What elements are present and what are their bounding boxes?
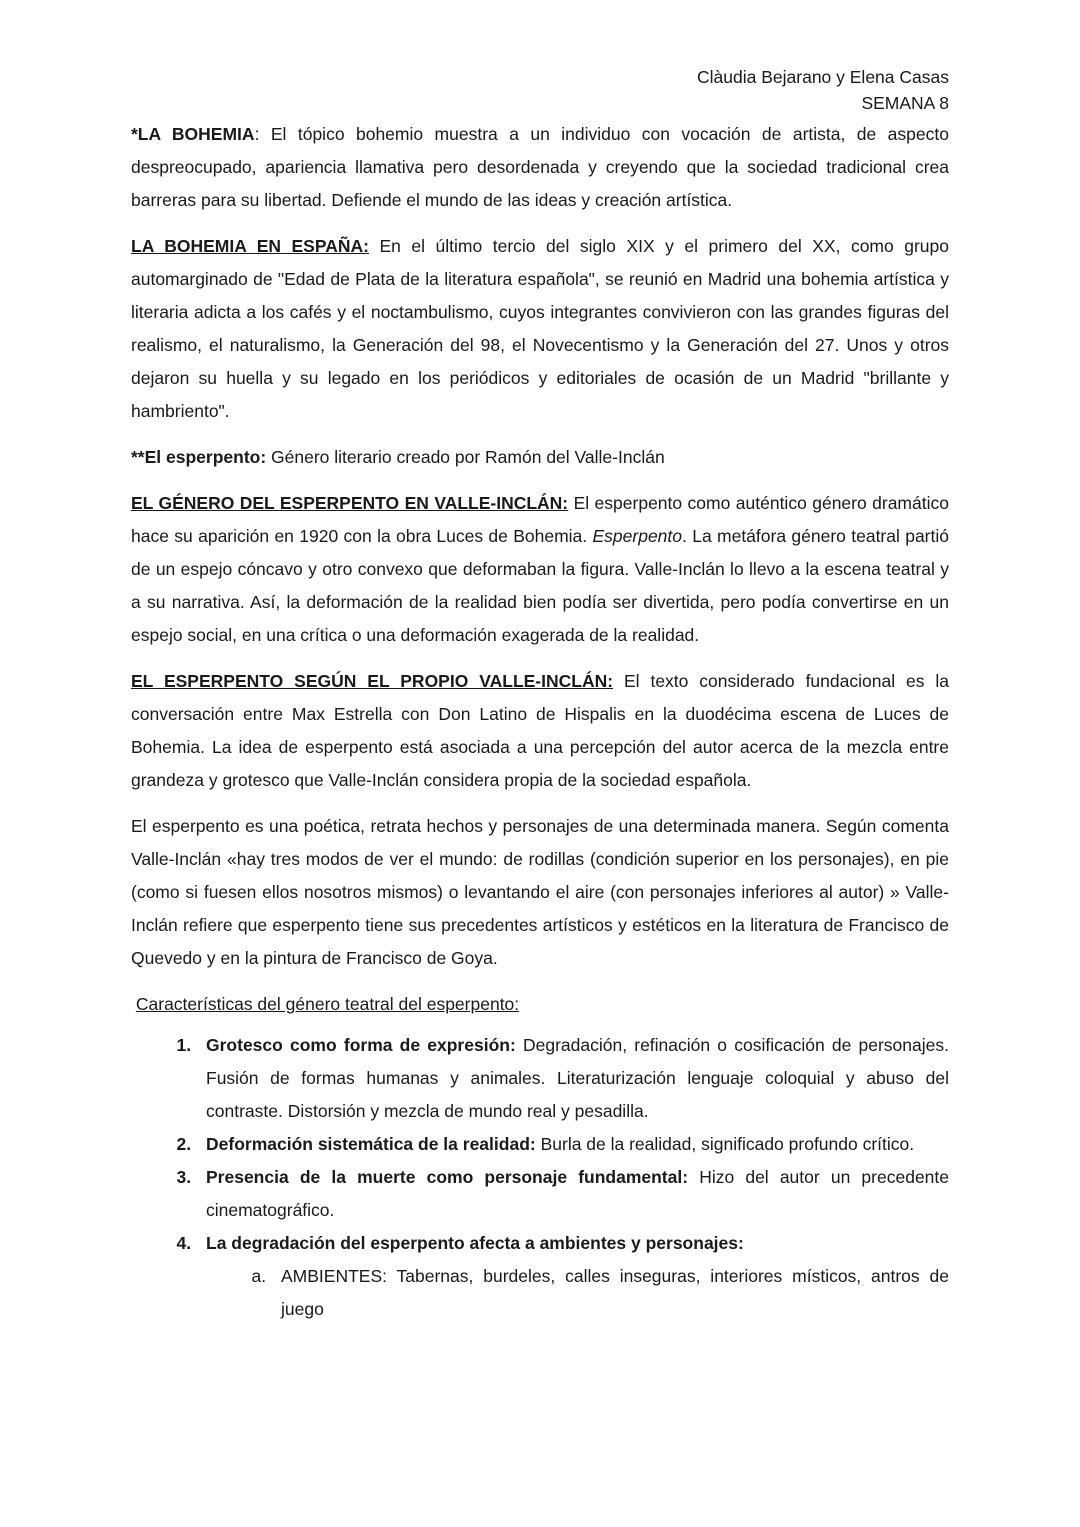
text-genero-a: El esperpento como auténtico género dramático hace su aparición en 1920 con la obra Luces de Bohemia. <box>131 493 949 546</box>
list-item <box>196 1227 949 1326</box>
sublist-item-text: AMBIENTES: Tabernas, burdeles, calles inseguras, interiores místicos, antros de juego <box>281 1266 949 1319</box>
text-esperpento-definition: Género literario creado por Ramón del Valle-Inclán <box>266 447 665 467</box>
text-bohemia-spain: En el último tercio del siglo XIX y el primero del XX, como grupo automarginado de "Edad de Plata de la literatura española", se reunió en Madrid una bohemia artística y literaria adicta a los cafés y el noctambulismo, cuyos integrantes convivieron con las grandes figuras del realismo, el naturalismo, la Generación del 98, el Novecentismo y la Generación del 27. Unos y otros dejaron su huella y su legado en los periódicos y editoriales de ocasión de un Madrid "brillante y hambriento". <box>131 236 950 421</box>
list-item-title: Presencia de la muerte como personaje fundamental: <box>206 1167 689 1187</box>
paragraph-esperpento-definition <box>131 441 949 474</box>
heading-esperpento-definition: **El esperpento: <box>131 447 267 467</box>
text-bohemia: : El tópico bohemio muestra a un individuo con vocación de artista, de aspecto despreocupado, apariencia llamativa pero desordenada y creyendo que la sociedad tradicional crea barreras para su libertad. Defiende el mundo de las ideas y creación artística. <box>131 124 949 210</box>
text-segun: El texto considerado fundacional es la conversación entre Max Estrella con Don Latino de Hispalis en la duodécima escena de Luces de Bohemia. La idea de esperpento está asociada a una percepción del autor acerca de la mezcla entre grandeza y grotesco que Valle-Inclán considera propia de la sociedad española. <box>131 671 950 790</box>
list-item-text: Hizo del autor un precedente cinematográfico. <box>206 1167 949 1220</box>
sublist-ambientes <box>206 1260 949 1326</box>
paragraph-segun <box>131 665 949 797</box>
paragraph-caracteristicas-heading <box>131 988 949 1021</box>
text-genero-b: . La metáfora género teatral partió de un espejo cóncavo y otro convexo que deformaban la figura. Valle-Inclán lo llevo a la escena teatral y a su narrativa. Así, la deformación de la realidad bien podía ser divertida, pero podía convertirse en un espejo social, en una crítica o una deformación exagerada de la realidad. <box>131 526 949 645</box>
list-item-text: Burla de la realidad, significado profundo crítico. <box>535 1134 915 1154</box>
paragraph-bohemia-spain <box>131 230 949 428</box>
paragraph-poetica <box>131 810 949 975</box>
list-item-title: La degradación del esperpento afecta a ambientes y personajes: <box>206 1233 744 1253</box>
heading-segun: EL ESPERPENTO SEGÚN EL PROPIO VALLE-INCLÁN: <box>131 671 614 691</box>
list-item <box>196 1161 949 1227</box>
list-item <box>196 1029 949 1128</box>
header-authors: Clàudia Bejarano y Elena Casas <box>697 67 949 87</box>
text-poetica: El esperpento es una poética, retrata hechos y personajes de una determinada manera. Según comenta Valle-Inclán «hay tres modos de ver el mundo: de rodillas (condición superior en los personajes), en pie (como si fuesen ellos nosotros mismos) o levantando el aire (con personajes inferiores al autor) » Valle-Inclán refiere que esperpento tiene sus precedentes artísticos y estéticos en la literatura de Francisco de Quevedo y en la pintura de Francisco de Goya. <box>131 816 949 968</box>
page-header <box>131 64 949 116</box>
list-caracteristicas <box>131 1029 949 1326</box>
list-item <box>196 1128 949 1161</box>
sublist-item <box>271 1260 949 1326</box>
header-week: SEMANA 8 <box>861 93 949 113</box>
list-item-title: Deformación sistemática de la realidad: <box>206 1134 536 1154</box>
heading-genero: EL GÉNERO DEL ESPERPENTO EN VALLE-INCLÁN: <box>131 493 569 513</box>
heading-caracteristicas: Características del género teatral del esperpento: <box>135 994 520 1014</box>
paragraph-genero <box>131 487 949 652</box>
heading-bohemia-spain: LA BOHEMIA EN ESPAÑA: <box>131 236 369 256</box>
text-genero-italic: Esperpento <box>592 526 683 546</box>
heading-bohemia: *LA BOHEMIA <box>131 124 255 144</box>
list-item-text: Degradación, refinación o cosificación de personajes. Fusión de formas humanas y animales. Literaturización lenguaje coloquial y abuso del contraste. Distorsión y mezcla de mundo real y pesadilla. <box>206 1035 949 1121</box>
document-page <box>131 64 949 1326</box>
paragraph-bohemia <box>131 118 949 217</box>
list-item-title: Grotesco como forma de expresión: <box>206 1035 516 1055</box>
